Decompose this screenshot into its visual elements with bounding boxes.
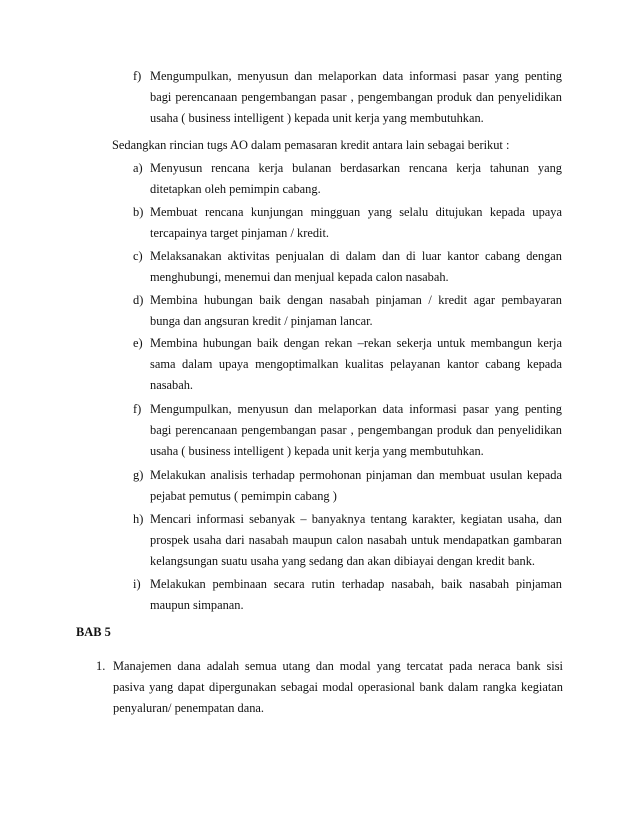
text-line: Melakukan analisis terhadap permohonan pinjaman dan membuat usulan kepada bbox=[150, 468, 562, 482]
text-line: prospek usaha dari nasabah maupun calon nasabah untuk mendapatkan gambaran bbox=[150, 533, 562, 547]
list-item-marker: c) bbox=[133, 249, 143, 263]
text-line: penyaluran/ penempatan dana. bbox=[113, 701, 265, 715]
text-line: menghubungi, menemui dan menjual kepada calon nasabah. bbox=[150, 270, 449, 284]
list-item bbox=[150, 509, 562, 572]
text-line: ditetapkan oleh pemimpin cabang. bbox=[150, 182, 321, 196]
text-line: Mencari informasi sebanyak – banyaknya tentang karakter, kegiatan usaha, dan bbox=[150, 512, 562, 526]
list-item-marker: f) bbox=[133, 402, 142, 416]
text-line: bagi perencanaan pengembangan pasar , pengembangan produk dan penyelidikan bbox=[150, 90, 562, 104]
list-item bbox=[150, 574, 562, 616]
text-line: Melaksanakan aktivitas penjualan di dalam dan di luar kantor cabang dengan bbox=[150, 249, 562, 263]
list-item-marker: b) bbox=[133, 205, 144, 219]
bab5-item-marker: 1. bbox=[96, 659, 106, 673]
list-item bbox=[150, 290, 562, 332]
text-line: Menyusun rencana kerja bulanan berdasarkan rencana kerja tahunan yang bbox=[150, 161, 562, 175]
bab5-item-text bbox=[113, 656, 563, 719]
text-line: nasabah. bbox=[150, 378, 194, 392]
text-line: Membina hubungan baik dengan nasabah pinjaman / kredit agar pembayaran bbox=[150, 293, 562, 307]
list-item bbox=[150, 399, 562, 462]
section-heading: BAB 5 bbox=[76, 625, 111, 639]
list-item bbox=[150, 246, 562, 288]
text-line: sama dalam upaya mengoptimalkan kualitas pelayanan kantor cabang kepada bbox=[150, 357, 562, 371]
list-item-marker: g) bbox=[133, 468, 144, 482]
text-line: bagi perencanaan pengembangan pasar , pengembangan produk dan penyelidikan bbox=[150, 423, 562, 437]
text-line: Membuat rencana kunjungan mingguan yang selalu ditujukan kepada upaya bbox=[150, 205, 562, 219]
list-item-marker: h) bbox=[133, 512, 144, 526]
text-line: usaha ( business intelligent ) kepada unit kerja yang membutuhkan. bbox=[150, 111, 484, 125]
text-line: bunga dan angsuran kredit / pinjaman lancar. bbox=[150, 314, 373, 328]
text-line: Mengumpulkan, menyusun dan melaporkan data informasi pasar yang penting bbox=[150, 69, 562, 83]
list-item-marker: i) bbox=[133, 577, 141, 591]
text-line: usaha ( business intelligent ) kepada unit kerja yang membutuhkan. bbox=[150, 444, 484, 458]
list-item bbox=[150, 158, 562, 200]
text-line: Mengumpulkan, menyusun dan melaporkan data informasi pasar yang penting bbox=[150, 402, 562, 416]
text-line: tercapainya target pinjaman / kredit. bbox=[150, 226, 330, 240]
list-item-marker: a) bbox=[133, 161, 143, 175]
intro-paragraph: Sedangkan rincian tugs AO dalam pemasaran kredit antara lain sebagai berikut : bbox=[112, 138, 510, 152]
top-item-marker: f) bbox=[133, 69, 142, 83]
text-line: pasiva yang dapat dipergunakan sebagai modal operasional bank dalam rangka kegiatan bbox=[113, 680, 563, 694]
text-line: Membina hubungan baik dengan rekan –rekan sekerja untuk membangun kerja bbox=[150, 336, 562, 350]
list-item bbox=[150, 465, 562, 507]
list-item-marker: d) bbox=[133, 293, 144, 307]
text-line: maupun simpanan. bbox=[150, 598, 244, 612]
top-item-text bbox=[150, 66, 562, 129]
text-line: Manajemen dana adalah semua utang dan modal yang tercatat pada neraca bank sisi bbox=[113, 659, 563, 673]
list-item-marker: e) bbox=[133, 336, 143, 350]
list-item bbox=[150, 202, 562, 244]
list-item bbox=[150, 333, 562, 396]
text-line: kelangsungan suatu usaha yang sedang dan akan dibiayai dengan kredit bank. bbox=[150, 554, 536, 568]
text-line: pejabat pemutus ( pemimpin cabang ) bbox=[150, 489, 337, 503]
text-line: Melakukan pembinaan secara rutin terhadap nasabah, baik nasabah pinjaman bbox=[150, 577, 562, 591]
